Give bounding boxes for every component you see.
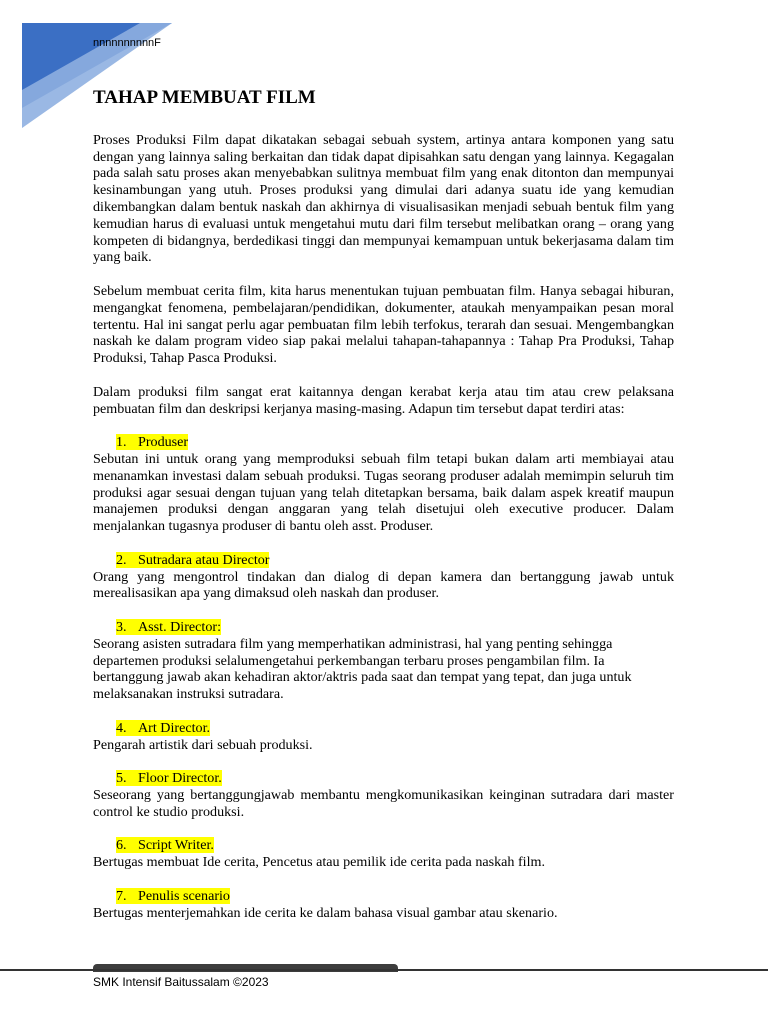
list-item-heading: 5. Floor Director. xyxy=(116,770,222,787)
list-item-description: Seorang asisten sutradara film yang memperhatikan administrasi, hal yang penting sehingga departemen produksi selalumengetahui perkembangan terbaru proses pengambilan film. Ia bertanggung jawab akan kehadiran aktor/aktris pada saat dan tempat yang tepat, dan juga untuk melaksanakan instruksi sutradara. xyxy=(93,635,632,703)
paragraph-2: Sebelum membuat cerita film, kita harus menentukan tujuan pembuatan film. Hanya sebagai hiburan, mengangkat fenomena, pembelajaran/pendidikan, dokumenter, ataukah menyampaikan pesan moral tertentu. Hal ini sangat perlu agar pembuatan film lebih terfokus, terarah dan sesuai. Mengembangkan naskah ke dalam program video siap pakai melalui tahapan-tahapannya : Tahap Pra Produksi, Tahap Produksi, Tahap Pasca Produksi. xyxy=(93,283,674,367)
list-item-description: Seseorang yang bertanggungjawab membantu mengkomunikasikan keinginan sutradara dari master control ke studio produksi. xyxy=(93,786,674,820)
list-item-description: Orang yang mengontrol tindakan dan dialog di depan kamera dan bertanggung jawab untuk merealisasikan apa yang dimaksud oleh naskah dan produser. xyxy=(93,568,674,602)
footer-text: SMK Intensif Baitussalam ©2023 xyxy=(93,975,269,989)
list-item-heading: 3. Asst. Director: xyxy=(116,619,221,635)
list-item-heading: 4. Art Director. xyxy=(116,719,211,736)
list-item-description: Sebutan ini untuk orang yang memproduksi sebuah film tetapi bukan dalam arti membiayai atau menanamkan investasi dalam sebuah produksi. Tugas seorang produser adalah memimpin seluruh tim produksi agar sesuai dengan tujuan yang telah ditetapkan bersama, baik dalam aspek kreatif maupun manajemen produksi dengan anggaran yang telah disetujui oleh executive producer. Dalam menjalankan tugasnya produser di bantu oleh asst. Produser. xyxy=(93,451,674,535)
footer-divider xyxy=(0,969,768,971)
list-item-description: Pengarah artistik dari sebuah produksi. xyxy=(93,736,313,753)
page-title: TAHAP MEMBUAT FILM xyxy=(93,87,316,108)
list-item-heading: 2. Sutradara atau Director xyxy=(116,551,270,568)
paragraph-3: Dalam produksi film sangat erat kaitannya dengan kerabat kerja atau tim atau crew pelaksana pembuatan film dan deskripsi kerjanya masing-masing. Adapun tim tersebut dapat terdiri atas: xyxy=(93,383,674,417)
list-item-heading: 7. Penulis scenario xyxy=(116,887,230,904)
paragraph-1: Proses Produksi Film dapat dikatakan sebagai sebuah system, artinya antara komponen yang satu dengan yang lainnya saling berkaitan dan tidak dapat dipisahkan satu dengan yang lainnya. Kegagalan pada salah satu proses akan menyebabkan sulitnya membuat film yang enak ditonton dan mempunyai kesinambungan yang utuh. Proses produksi yang dimulai dari adanya suatu ide yang kemudian dikembangkan dalam bentuk naskah dan akhirnya di visualisasikan menjadi sebuah bentuk film yang kemudian harus di evaluasi untuk mengetahui mutu dari film tersebut melibatkan orang – orang yang kompeten di bidangnya, berdedikasi tinggi dan mempunyai kemampuan untuk bekerjasama dalam tim yang baik. xyxy=(93,131,674,266)
document-body xyxy=(93,88,674,921)
list-item-description: Bertugas menterjemahkan ide cerita ke dalam bahasa visual gambar atau skenario. xyxy=(93,904,558,921)
list-item-description: Bertugas membuat Ide cerita, Pencetus atau pemilik ide cerita pada naskah film. xyxy=(93,854,546,871)
list-item-heading: 6. Script Writer. xyxy=(116,837,214,854)
header-text: nnnnnnnnnnF xyxy=(93,37,161,49)
list-item-heading: 1. Produser xyxy=(116,434,189,451)
